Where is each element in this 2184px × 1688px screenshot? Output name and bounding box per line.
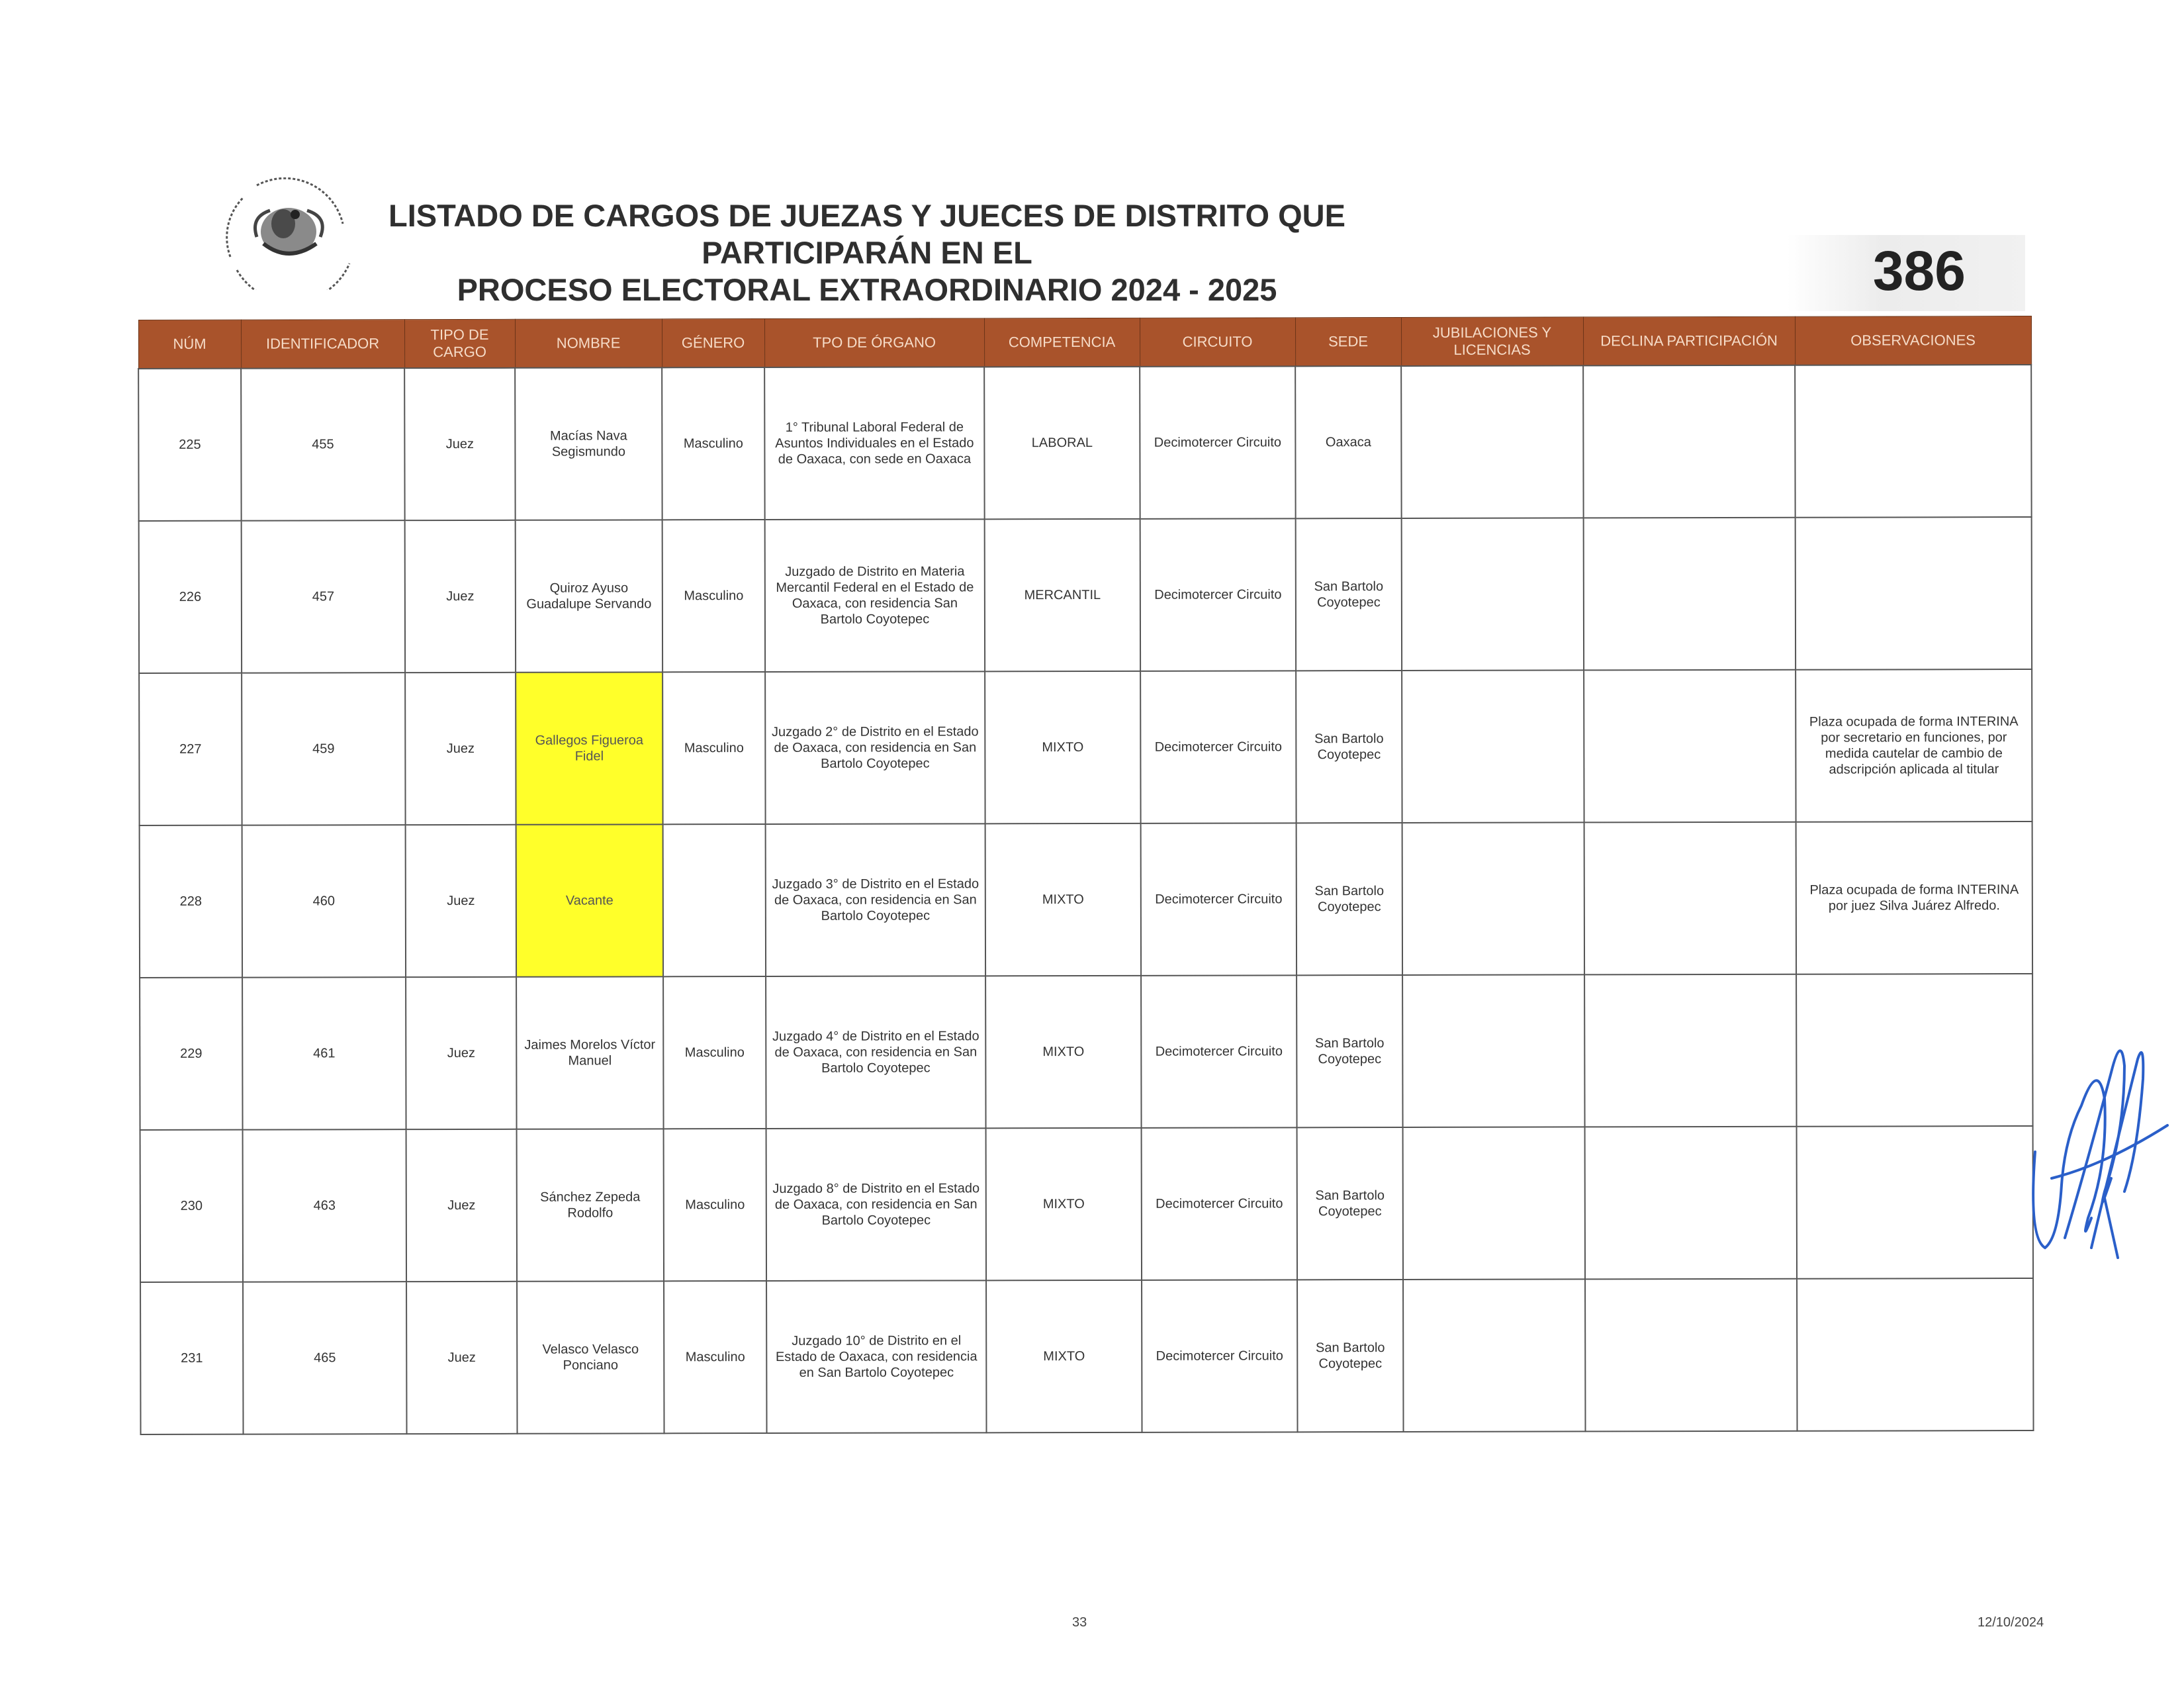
document-title: [371, 197, 1363, 308]
cell-tipo-cargo: Juez: [406, 1282, 517, 1434]
cell-genero: Masculino: [662, 520, 765, 672]
title-line-2: PROCESO ELECTORAL EXTRAORDINARIO 2024 - 2025: [457, 272, 1277, 307]
cell-competencia: MIXTO: [986, 1280, 1142, 1432]
cell-tipo-cargo: Juez: [406, 825, 516, 977]
cell-observaciones: [1795, 365, 2031, 518]
cell-observaciones: [1797, 1126, 2033, 1279]
cell-nombre: Quiroz Ayuso Guadalupe Servando: [516, 520, 662, 672]
column-header: CIRCUITO: [1140, 318, 1295, 367]
cell-tipo-cargo: Juez: [405, 520, 516, 673]
cell-observaciones: [1797, 1278, 2033, 1431]
cell-nombre: Velasco Velasco Ponciano: [517, 1281, 664, 1433]
cell-nombre: Gallegos Figueroa Fidel: [516, 672, 662, 824]
column-header: SEDE: [1295, 318, 1401, 367]
cell-competencia: MIXTO: [985, 976, 1141, 1128]
cell-tipo-organo: Juzgado 2° de Distrito en el Estado de Oaxaca, con residencia en San Bartolo Coyotepec: [765, 671, 985, 824]
title-line-1: LISTADO DE CARGOS DE JUEZAS Y JUECES DE DISTRITO QUE PARTICIPARÁN EN EL: [388, 198, 1345, 270]
column-header: TPO DE ÓRGANO: [764, 318, 984, 367]
cell-declina: [1585, 1279, 1797, 1432]
cell-nombre: Sánchez Zepeda Rodolfo: [517, 1129, 664, 1281]
cell-circuito: Decimotercer Circuito: [1141, 823, 1297, 975]
cell-genero: Masculino: [662, 672, 765, 824]
cell-num: 229: [140, 978, 242, 1130]
cell-competencia: MIXTO: [986, 1128, 1142, 1280]
cell-tipo-cargo: Juez: [406, 977, 516, 1129]
page-number: 33: [1072, 1615, 1087, 1630]
cell-jubilaciones: [1401, 365, 1583, 518]
cell-tipo-organo: Juzgado 10° de Distrito en el Estado de Oaxaca, con residencia en San Bartolo Coyotepec: [766, 1280, 986, 1433]
cell-jubilaciones: [1402, 670, 1584, 823]
table-row: [139, 517, 2032, 673]
cell-declina: [1584, 670, 1796, 823]
cell-circuito: Decimotercer Circuito: [1142, 1127, 1297, 1280]
document-date: 12/10/2024: [1978, 1615, 2044, 1630]
cell-circuito: Decimotercer Circuito: [1141, 975, 1297, 1127]
cell-genero: [663, 824, 766, 976]
cell-tipo-organo: Juzgado 4° de Distrito en el Estado de Oaxaca, con residencia en San Bartolo Coyotepec: [766, 976, 985, 1129]
cell-sede: San Bartolo Coyotepec: [1297, 1127, 1403, 1280]
cell-sede: San Bartolo Coyotepec: [1297, 1280, 1403, 1432]
cell-nombre: Vacante: [516, 824, 663, 976]
column-header: COMPETENCIA: [984, 318, 1140, 367]
table-row: [140, 974, 2032, 1130]
cell-sede: San Bartolo Coyotepec: [1297, 823, 1402, 975]
column-header: NOMBRE: [515, 319, 662, 368]
cell-genero: Masculino: [664, 1281, 766, 1433]
cell-tipo-cargo: Juez: [406, 1129, 517, 1282]
cell-num: 227: [139, 673, 242, 825]
cell-tipo-organo: 1° Tribunal Laboral Federal de Asuntos Individuales en el Estado de Oaxaca, con sede en Oaxaca: [764, 367, 984, 520]
cell-identificador: 463: [243, 1129, 406, 1282]
stamp-number: 386: [1872, 240, 1966, 302]
table-row: [139, 669, 2032, 825]
cell-tipo-cargo: Juez: [405, 673, 516, 825]
cell-genero: Masculino: [663, 976, 766, 1129]
cell-declina: [1585, 1127, 1797, 1280]
cell-genero: Masculino: [664, 1129, 766, 1281]
cell-identificador: 461: [242, 977, 406, 1130]
cell-genero: Masculino: [662, 367, 764, 520]
cell-jubilaciones: [1403, 1279, 1585, 1432]
cell-identificador: 457: [242, 520, 405, 673]
cell-declina: [1583, 365, 1795, 518]
cell-competencia: LABORAL: [984, 367, 1140, 519]
table-row: [140, 821, 2032, 978]
table-header-row: [138, 316, 2031, 369]
cell-nombre: Macías Nava Segismundo: [515, 367, 662, 520]
cell-circuito: Decimotercer Circuito: [1140, 366, 1295, 518]
cell-identificador: 455: [241, 368, 404, 521]
table-row: [140, 1278, 2033, 1434]
cell-num: 231: [140, 1282, 243, 1434]
table-body: [138, 365, 2033, 1434]
cell-declina: [1584, 518, 1796, 671]
cell-competencia: MERCANTIL: [985, 519, 1140, 671]
cell-sede: Oaxaca: [1295, 366, 1401, 518]
cell-declina: [1584, 822, 1796, 975]
cell-identificador: 465: [243, 1282, 406, 1434]
handwritten-signature: [2025, 1019, 2177, 1264]
column-header: OBSERVACIONES: [1795, 316, 2031, 365]
cell-circuito: Decimotercer Circuito: [1140, 518, 1296, 671]
cell-jubilaciones: [1402, 822, 1584, 975]
column-header: JUBILACIONES Y LICENCIAS: [1401, 317, 1583, 366]
senate-seal-logo: [217, 177, 355, 290]
cell-observaciones: Plaza ocupada de forma INTERINA por secretario en funciones, por medida cautelar de cambio de adscripción aplicada al titular: [1796, 669, 2032, 822]
judges-table: [138, 316, 2034, 1435]
cell-nombre: Jaimes Morelos Víctor Manuel: [516, 976, 663, 1129]
cell-num: 228: [140, 825, 242, 978]
cell-sede: San Bartolo Coyotepec: [1296, 671, 1402, 823]
cell-competencia: MIXTO: [985, 671, 1140, 823]
cell-observaciones: [1796, 517, 2032, 670]
cell-sede: San Bartolo Coyotepec: [1297, 975, 1402, 1127]
cell-observaciones: Plaza ocupada de forma INTERINA por juez Silva Juárez Alfredo.: [1796, 821, 2032, 974]
column-header: TIPO DE CARGO: [404, 319, 515, 368]
cell-jubilaciones: [1402, 518, 1584, 671]
cell-competencia: MIXTO: [985, 823, 1141, 976]
stamp-number-box: [1787, 235, 2025, 311]
cell-tipo-cargo: Juez: [404, 368, 515, 520]
column-header: NÚM: [138, 320, 241, 369]
cell-tipo-organo: Juzgado 8° de Distrito en el Estado de Oaxaca, con residencia en San Bartolo Coyotepec: [766, 1128, 986, 1281]
cell-jubilaciones: [1402, 974, 1584, 1127]
cell-identificador: 459: [242, 673, 405, 825]
cell-num: 230: [140, 1130, 243, 1282]
cell-num: 226: [139, 521, 242, 673]
cell-identificador: 460: [242, 825, 406, 978]
cell-observaciones: [1796, 974, 2032, 1127]
cell-tipo-organo: Juzgado de Distrito en Materia Mercantil Federal en el Estado de Oaxaca, con residencia San Bartolo Coyotepec: [765, 519, 985, 672]
cell-sede: San Bartolo Coyotepec: [1296, 518, 1402, 671]
table-row: [138, 365, 2031, 521]
table-row: [140, 1126, 2033, 1282]
cell-num: 225: [138, 369, 241, 521]
column-header: IDENTIFICADOR: [241, 320, 404, 369]
cell-tipo-organo: Juzgado 3° de Distrito en el Estado de Oaxaca, con residencia en San Bartolo Coyotepec: [766, 823, 985, 976]
cell-circuito: Decimotercer Circuito: [1142, 1280, 1297, 1432]
cell-circuito: Decimotercer Circuito: [1140, 671, 1296, 823]
column-header: DECLINA PARTICIPACIÓN: [1583, 316, 1795, 365]
column-header: GÉNERO: [662, 319, 764, 368]
cell-declina: [1584, 974, 1796, 1127]
cell-jubilaciones: [1403, 1127, 1585, 1280]
